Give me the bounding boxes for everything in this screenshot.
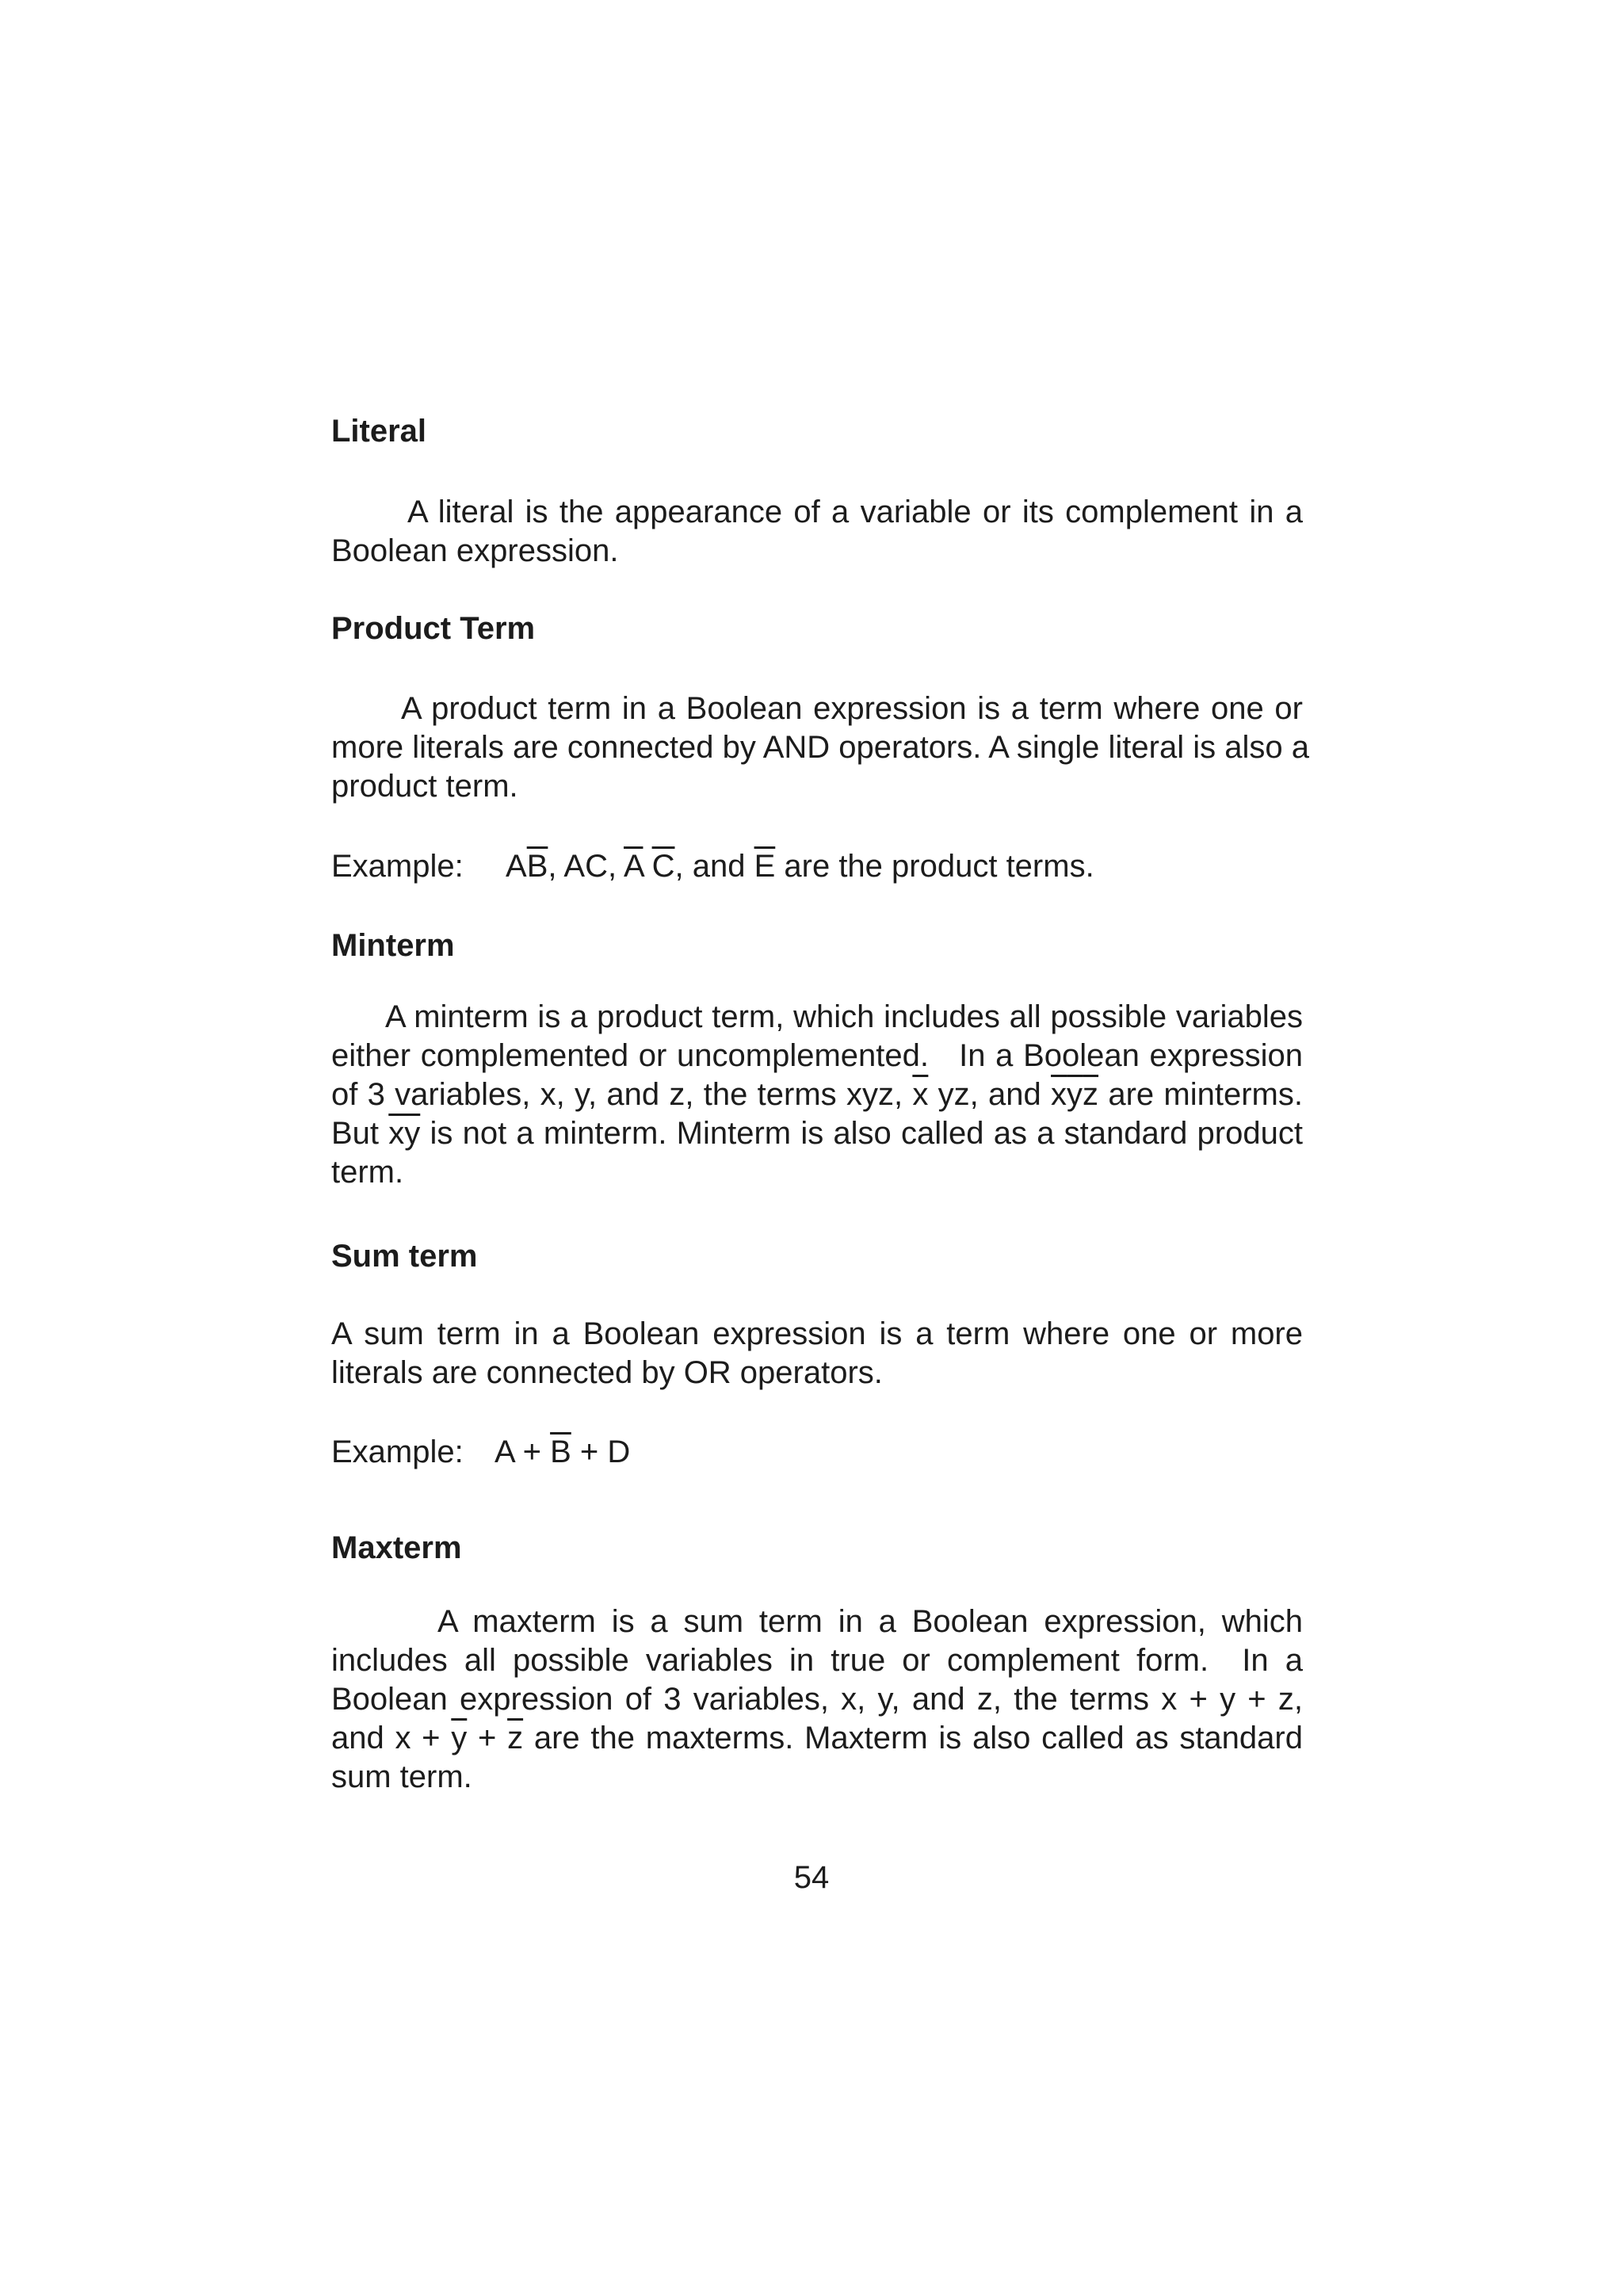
- minterm-example-term: $\overline{x}\overline{y}\overline{z}$: [1051, 1077, 1099, 1112]
- maxterm-z-complement: $\overline{z}$: [507, 1721, 524, 1755]
- sum-term-example: Example: $A + \overline{B} + D$: [331, 1435, 631, 1469]
- example-and: , and: [674, 849, 746, 884]
- sum-term-line-1: A sum term in a Boolean expression is a term where one or more: [331, 1316, 1303, 1351]
- maxterm-y-complement: $\overline{y}$: [451, 1721, 468, 1755]
- maxterm-line-1: A maxterm is a sum term in a Boolean expression, which: [437, 1604, 1303, 1639]
- literal-paragraph: [331, 493, 1303, 571]
- heading-literal: Literal: [331, 414, 427, 449]
- product-term-example: [331, 847, 1094, 885]
- maxterm-line-5: sum term.: [331, 1759, 472, 1794]
- example-term-ac: , AC,: [548, 849, 617, 884]
- product-term-line-2: more literals are connected by AND operators. A single literal is also a: [331, 730, 1309, 765]
- heading-sum-term: Sum term: [331, 1239, 478, 1274]
- maxterm-line-4: and $x + \overline{y} + \overline{z}$ are the maxterms. Maxterm is also called as standard: [331, 1721, 1303, 1755]
- sum-term-line-2: literals are connected by OR operators.: [331, 1355, 883, 1390]
- example-label: Example:: [331, 849, 464, 884]
- example-term-e-complement: $\overline{E}$: [754, 849, 776, 884]
- heading-product-term: Product Term: [331, 611, 536, 646]
- minterm-line-4: But $\overline{xy}$ is not a minterm. Minterm is also called as a standard product: [331, 1116, 1303, 1151]
- minterm-xy-complement: $\overline{xy}$: [388, 1116, 421, 1151]
- literal-line-2: Boolean expression.: [331, 533, 619, 568]
- sum-term-paragraph: [331, 1315, 1303, 1392]
- example-tail: are the product terms.: [784, 849, 1094, 884]
- heading-minterm: Minterm: [331, 928, 455, 963]
- minterm-paragraph: [331, 998, 1303, 1192]
- product-term-paragraph: [331, 690, 1309, 806]
- minterm-line-3: of 3 variables, x, y, and z, the terms xyz, $\overline{x}$ yz, and $\overline{x}\overline{y}\overline{z}$ are minterms.: [331, 1077, 1303, 1112]
- minterm-x-complement: $\overline{x}$: [912, 1077, 929, 1112]
- minterm-line-2: either complemented or uncomplemented. In a Boolean expression: [331, 1038, 1303, 1073]
- product-term-line-1: A product term in a Boolean expression is a term where one or: [401, 691, 1303, 726]
- minterm-line-5: term.: [331, 1155, 404, 1190]
- maxterm-line-2: includes all possible variables in true or complement form. In a: [331, 1643, 1303, 1678]
- minterm-line-1: A minterm is a product term, which includes all possible variables: [385, 999, 1303, 1034]
- sum-example-b-complement: $\overline{B}$: [550, 1435, 571, 1469]
- literal-line-1: A literal is the appearance of a variable or its complement in a: [407, 495, 1303, 529]
- example-term-b-complement: $\overline{B}$: [526, 849, 548, 884]
- maxterm-paragraph: [331, 1603, 1303, 1797]
- example-term-c-complement: $\overline{C}$: [651, 849, 675, 884]
- product-term-line-3: product term.: [331, 769, 518, 804]
- heading-maxterm: Maxterm: [331, 1530, 462, 1565]
- maxterm-line-3: Boolean expression of 3 variables, x, y, and z, the terms x + y + z,: [331, 1682, 1303, 1717]
- example-term-a: A: [506, 849, 527, 884]
- example-label: Example:: [331, 1435, 464, 1469]
- page-number: 54: [793, 1860, 830, 1895]
- example-term-a-complement: $\overline{A}$: [623, 849, 643, 884]
